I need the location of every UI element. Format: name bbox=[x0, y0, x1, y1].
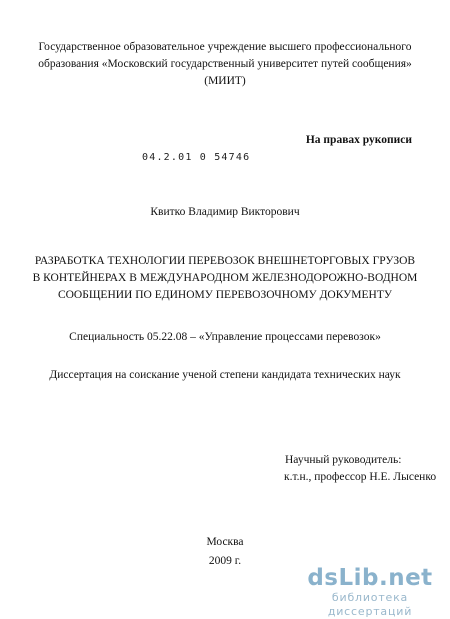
supervisor-block bbox=[285, 452, 436, 486]
dissertation-degree-line: Диссертация на соискание ученой степени кандидата технических наук bbox=[49, 369, 401, 381]
supervisor-label: Научный руководитель: bbox=[285, 454, 402, 466]
title-line-2: В КОНТЕЙНЕРАХ В МЕЖДУНАРОДНОМ ЖЕЛЕЗНОДОРОЖНО-ВОДНОМ bbox=[32, 272, 418, 284]
watermark-subtitle: библиотека диссертаций bbox=[327, 591, 413, 618]
title-line-3: СООБЩЕНИИ ПО ЕДИНОМУ ПЕРЕВОЗОЧНОМУ ДОКУМЕНТУ bbox=[57, 289, 393, 301]
rights-note: На правах рукописи bbox=[305, 134, 412, 146]
org-line-3: (МИИТ) bbox=[204, 75, 246, 87]
supervisor-name: к.т.н., профессор Н.Е. Лысенко bbox=[284, 471, 437, 483]
dslib-watermark bbox=[290, 565, 450, 619]
dissertation-title bbox=[0, 253, 450, 304]
watermark-logo: dsLib.net bbox=[307, 565, 433, 591]
org-line-1: Государственное образовательное учреждение высшего профессионального bbox=[38, 41, 412, 53]
archive-stamp-number: 04.2.01 0 54746 bbox=[142, 152, 251, 163]
org-line-2: образования «Московский государственный университет путей сообщения» bbox=[38, 58, 412, 70]
city: Москва bbox=[206, 536, 244, 548]
author-name: Квитко Владимир Викторович bbox=[150, 206, 300, 218]
title-line-1: РАЗРАБОТКА ТЕХНОЛОГИИ ПЕРЕВОЗОК ВНЕШНЕТОРГОВЫХ ГРУЗОВ bbox=[34, 255, 416, 267]
specialty-line: Специальность 05.22.08 – «Управление процессами перевозок» bbox=[69, 331, 381, 343]
year: 2009 г. bbox=[208, 555, 242, 567]
organization-header bbox=[0, 39, 450, 90]
